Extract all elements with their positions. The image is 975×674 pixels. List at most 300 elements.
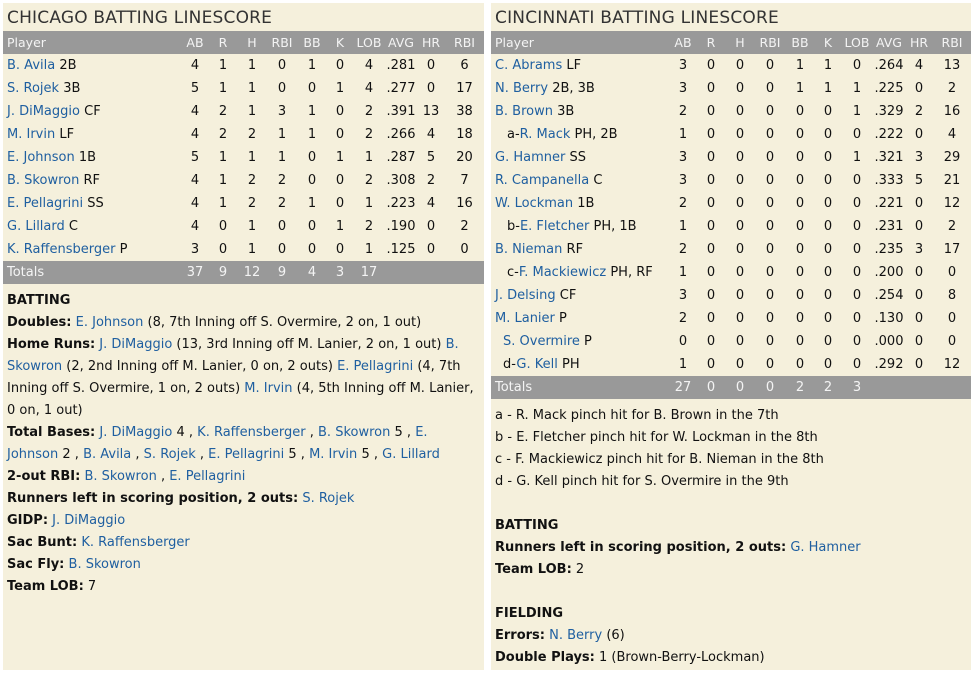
chicago-panel (3, 3, 484, 670)
stat-cell: 2 (218, 104, 228, 119)
stat-cell: 1 (218, 196, 228, 211)
table-row (3, 77, 484, 100)
player-link[interactable]: B. Brown (495, 104, 553, 119)
column-header: HR (905, 31, 933, 54)
chicago-notes (3, 284, 484, 598)
player-link[interactable]: N. Berry (495, 81, 549, 96)
table-row (491, 169, 971, 192)
position: CF (84, 104, 101, 119)
player-link[interactable]: B. Skowron (318, 425, 391, 440)
totals-cell: 9 (267, 261, 297, 284)
totals-cell: 3 (327, 261, 353, 284)
stat-cell: 1 (247, 242, 257, 257)
stat-cell: 1 (218, 81, 228, 96)
stat-cell: 1 (218, 173, 228, 188)
stat-cell: 0 (795, 242, 805, 257)
column-header: R (209, 31, 237, 54)
cincinnati-errors (495, 625, 967, 647)
stat-cell: 17 (456, 81, 473, 96)
stat-cell: 0 (307, 242, 317, 257)
table-row (3, 54, 484, 77)
player-link[interactable]: S. Rojek (143, 447, 196, 462)
stat-cell: 0 (706, 265, 716, 280)
stat-cell: .329 (874, 104, 904, 119)
stat-cell: 0 (735, 104, 745, 119)
stat-cell: 3 (678, 288, 688, 303)
play-detail: (8, 7th Inning off S. Overmire, 2 on, 1 out) (147, 315, 422, 330)
stat-cell: 0 (823, 288, 833, 303)
player-link[interactable]: G. Hamner (495, 150, 566, 165)
stat-cell: 3 (678, 173, 688, 188)
total-bases-value: 5 (361, 447, 370, 462)
stat-cell: 0 (335, 196, 345, 211)
stat-cell: 2 (678, 242, 688, 257)
sac-bunt-label: Sac Bunt: (7, 535, 78, 550)
stat-cell: 0 (277, 58, 287, 73)
chicago-gidp (7, 510, 480, 532)
stat-cell: 4 (364, 81, 374, 96)
stat-cell: 0 (795, 265, 805, 280)
stat-cell: 6 (460, 58, 469, 73)
stat-cell: 1 (247, 104, 257, 119)
table-row (491, 284, 971, 307)
play-detail: (4, 5th Inning off M. Lanier, 0 on, 1 out) (7, 381, 474, 418)
home-runs-label: Home Runs: (7, 337, 96, 352)
stat-cell: 0 (914, 265, 924, 280)
stat-cell: .277 (386, 81, 416, 96)
risp-label: Runners left in scoring position, 2 outs: (495, 540, 787, 555)
stat-cell: 0 (852, 288, 862, 303)
play-detail: (4, 7th Inning off S. Overmire, 1 on, 2 outs) (7, 359, 461, 396)
player-link[interactable]: M. Irvin (7, 127, 56, 142)
column-header: LOB (353, 31, 385, 54)
2out-rbi-label: 2-out RBI: (7, 469, 81, 484)
totals-cell: 2 (785, 376, 815, 399)
column-header: Player (491, 31, 669, 54)
stat-cell: 0 (706, 219, 716, 234)
chicago-team-lob (7, 576, 480, 598)
totals-cell: 17 (353, 261, 385, 284)
stat-cell: 0 (852, 357, 862, 372)
totals-cell: 2 (815, 376, 841, 399)
player-cell (3, 77, 181, 100)
team-lob-label: Team LOB: (7, 579, 84, 594)
total-bases-value: 2 (62, 447, 71, 462)
chicago-2out-rbi: 2-out RBI: B. Skowron , E. Pellagrini (7, 469, 246, 484)
stat-cell: 0 (765, 104, 775, 119)
stat-cell: .235 (874, 242, 904, 257)
player-cell (491, 238, 669, 261)
stat-cell: .281 (386, 58, 416, 73)
column-header: K (327, 31, 353, 54)
stat-cell: 0 (852, 242, 862, 257)
stat-cell: 0 (735, 242, 745, 257)
player-cell (3, 54, 181, 77)
stat-cell: 0 (706, 173, 716, 188)
stat-cell: 1 (823, 58, 833, 73)
column-header: AB (181, 31, 209, 54)
player-link[interactable]: B. Skowron (7, 173, 80, 188)
stat-cell: 3 (914, 242, 924, 257)
chicago-home-runs (7, 334, 480, 422)
stat-cell: .225 (874, 81, 904, 96)
position: P (584, 334, 592, 349)
player-link[interactable]: R. Campanella (495, 173, 590, 188)
player-link[interactable]: E. Johnson (75, 315, 144, 330)
stat-cell: 1 (795, 81, 805, 96)
position: 2B, 3B (552, 81, 595, 96)
stat-cell: 8 (947, 288, 957, 303)
totals-row (3, 261, 484, 284)
sub-prefix: c- (507, 265, 519, 280)
stat-cell: 3 (914, 150, 924, 165)
player-link[interactable]: E. Fletcher (519, 219, 590, 234)
stat-cell: 0 (735, 150, 745, 165)
stat-cell: 0 (765, 81, 775, 96)
stat-cell: 0 (795, 219, 805, 234)
table-row (491, 192, 971, 215)
position: 3B (557, 104, 575, 119)
stat-cell: 4 (190, 196, 200, 211)
stat-cell: 0 (706, 196, 716, 211)
stat-cell: 1 (307, 196, 317, 211)
column-header: Player (3, 31, 181, 54)
player-link[interactable]: G. Kell (516, 357, 558, 372)
player-cell (491, 146, 669, 169)
stat-cell: 2 (277, 173, 287, 188)
stat-cell: 0 (735, 173, 745, 188)
stat-cell: 1 (678, 357, 688, 372)
stat-cell: 2 (247, 127, 257, 142)
stat-cell: 2 (947, 81, 957, 96)
stat-cell: 0 (426, 58, 436, 73)
player-link[interactable]: S. Rojek (7, 81, 60, 96)
stat-cell: 29 (943, 150, 961, 165)
stat-cell: 2 (426, 173, 436, 188)
position: C (593, 173, 603, 188)
fielding-header: FIELDING (495, 606, 564, 621)
stat-cell: 0 (426, 81, 436, 96)
player-link[interactable]: J. Delsing (495, 288, 556, 303)
player-link[interactable]: B. Skowron (7, 337, 459, 374)
column-header: AVG (873, 31, 905, 54)
stat-cell: 4 (190, 173, 200, 188)
position: P (119, 242, 128, 257)
stat-cell: 0 (765, 127, 775, 142)
stat-cell: 0 (823, 219, 833, 234)
stat-cell: 3 (678, 150, 688, 165)
team-lob-value: 7 (87, 579, 97, 594)
stat-cell: 0 (914, 311, 924, 326)
column-header: RBI (267, 31, 297, 54)
stat-cell: 7 (460, 173, 469, 188)
column-header: AB (669, 31, 697, 54)
table-row (491, 146, 971, 169)
team-lob-value: 2 (575, 562, 585, 577)
stat-cell: 0 (823, 150, 833, 165)
player-link[interactable]: M. Irvin (244, 381, 293, 396)
stat-cell: 4 (190, 219, 200, 234)
player-link[interactable]: J. DiMaggio (99, 337, 173, 352)
stat-cell: 16 (456, 196, 473, 211)
player-link[interactable]: S. Overmire (503, 334, 580, 349)
gidp-label: GIDP: (7, 513, 49, 528)
stat-cell: 0 (823, 242, 833, 257)
player-link[interactable]: B. Skowron (68, 557, 141, 572)
player-link[interactable]: J. DiMaggio (7, 104, 80, 119)
stat-cell: 1 (678, 219, 688, 234)
stat-cell: .308 (386, 173, 416, 188)
position: PH, RF (610, 265, 653, 280)
stat-cell: 4 (426, 196, 436, 211)
player-link[interactable]: G. Lillard (7, 219, 65, 234)
double-plays-value: 1 (Brown-Berry-Lockman) (599, 650, 765, 665)
stat-cell: .264 (874, 58, 904, 73)
table-row (491, 54, 971, 77)
player-link[interactable]: R. Mack (519, 127, 571, 142)
sub-prefix: a- (507, 127, 520, 142)
totals-cell: 0 (697, 376, 725, 399)
player-cell (491, 169, 669, 192)
player-link[interactable]: E. Johnson (7, 150, 75, 165)
player-link[interactable]: S. Rojek (302, 491, 355, 506)
player-link[interactable]: M. Irvin (309, 447, 358, 462)
position: SS (569, 150, 586, 165)
stat-cell: 0 (795, 288, 805, 303)
column-header: BB (297, 31, 327, 54)
stat-cell: 0 (852, 219, 862, 234)
stat-cell: 1 (247, 58, 257, 73)
stat-cell: 0 (706, 357, 716, 372)
player-link[interactable]: B. Nieman (495, 242, 563, 257)
stat-cell: 1 (795, 58, 805, 73)
stat-cell: 0 (765, 357, 775, 372)
stat-cell: 1 (364, 242, 374, 257)
stat-cell: 2 (218, 127, 228, 142)
stat-cell: 2 (678, 104, 688, 119)
stat-cell: 0 (914, 196, 924, 211)
stat-cell: 0 (852, 196, 862, 211)
stat-cell: 0 (852, 173, 862, 188)
stat-cell: 0 (735, 196, 745, 211)
stat-cell: 4 (426, 127, 436, 142)
stat-cell: 0 (335, 104, 345, 119)
stat-cell: 5 (190, 150, 200, 165)
footnote: b - E. Fletcher pinch hit for W. Lockman in the 8th (495, 430, 818, 445)
player-cell (3, 146, 181, 169)
footnote: d - G. Kell pinch hit for S. Overmire in the 9th (495, 474, 789, 489)
stat-cell: 0 (735, 265, 745, 280)
player-link[interactable]: G. Lillard (382, 447, 440, 462)
stat-cell: 0 (765, 196, 775, 211)
position: PH, 2B (574, 127, 618, 142)
cincinnati-table-header (491, 31, 971, 54)
stat-cell: .222 (874, 127, 904, 142)
player-link[interactable]: M. Lanier (495, 311, 555, 326)
player-link[interactable]: K. Raffensberger (197, 425, 306, 440)
stat-cell: 12 (943, 357, 961, 372)
stat-cell: 0 (795, 357, 805, 372)
stat-cell: 0 (460, 242, 469, 257)
stat-cell: 0 (795, 127, 805, 142)
stat-cell: 0 (823, 104, 833, 119)
column-header: AVG (385, 31, 417, 54)
stat-cell: 4 (947, 127, 957, 142)
player-link[interactable]: E. Pellagrini (337, 359, 414, 374)
stat-cell: 2 (364, 219, 374, 234)
table-row (3, 146, 484, 169)
stat-cell: 0 (823, 196, 833, 211)
player-cell (3, 238, 181, 261)
stat-cell: 0 (852, 311, 862, 326)
player-link[interactable]: K. Raffensberger (81, 535, 190, 550)
stat-cell: .200 (874, 265, 904, 280)
totals-cell (417, 261, 445, 284)
stat-cell: 0 (795, 311, 805, 326)
table-row (3, 100, 484, 123)
player-link[interactable]: G. Hamner (790, 540, 861, 555)
stat-cell: 12 (943, 196, 961, 211)
table-row (491, 353, 971, 376)
player-link[interactable]: B. Avila (7, 58, 56, 73)
player-link[interactable]: F. Mackiewicz (518, 265, 607, 280)
totals-cell (873, 376, 905, 399)
player-link[interactable]: K. Raffensberger (7, 242, 116, 257)
stat-cell: 2 (678, 196, 688, 211)
player-cell (491, 192, 669, 215)
doubles-label: Doubles: (7, 315, 72, 330)
stat-cell: 0 (218, 219, 228, 234)
stat-cell: .125 (386, 242, 416, 257)
stat-cell: 0 (852, 334, 862, 349)
stat-cell: 0 (426, 219, 436, 234)
stat-cell: 0 (706, 311, 716, 326)
stat-cell: 2 (460, 219, 469, 234)
position: CF (559, 288, 577, 303)
stat-cell: 0 (914, 288, 924, 303)
stat-cell: 5 (914, 173, 924, 188)
table-row (491, 77, 971, 100)
player-cell (491, 307, 669, 330)
sac-fly-label: Sac Fly: (7, 557, 65, 572)
chicago-table-header (3, 31, 484, 54)
player-link[interactable]: B. Skowron (84, 469, 157, 484)
player-link[interactable]: N. Berry (549, 628, 603, 643)
stat-cell: 0 (735, 311, 745, 326)
totals-cell (385, 261, 417, 284)
totals-cell: 37 (181, 261, 209, 284)
chicago-sac-fly (7, 554, 480, 576)
stat-cell: 13 (943, 58, 961, 73)
stat-cell: 0 (947, 265, 957, 280)
stat-cell: 4 (190, 104, 200, 119)
table-row (3, 238, 484, 261)
stat-cell: .223 (386, 196, 416, 211)
totals-cell: 27 (669, 376, 697, 399)
stat-cell: 0 (914, 127, 924, 142)
stat-cell: 0 (765, 219, 775, 234)
stat-cell: 0 (765, 58, 775, 73)
stat-cell: 0 (735, 288, 745, 303)
column-header: LOB (841, 31, 873, 54)
stat-cell: 0 (277, 81, 287, 96)
stat-cell: 5 (190, 81, 200, 96)
player-cell (491, 100, 669, 123)
stat-cell: 0 (852, 265, 862, 280)
stat-cell: 3 (277, 104, 287, 119)
chicago-title: CHICAGO BATTING LINESCORE (7, 8, 273, 28)
double-plays-label: Double Plays: (495, 650, 595, 665)
position: RF (566, 242, 584, 257)
stat-cell: 0 (765, 311, 775, 326)
player-link[interactable]: E. Johnson (7, 425, 428, 462)
stat-cell: 0 (335, 173, 345, 188)
stat-cell: 0 (765, 242, 775, 257)
player-link[interactable]: B. Avila (83, 447, 132, 462)
stat-cell: .254 (874, 288, 904, 303)
player-link[interactable]: C. Abrams (495, 58, 563, 73)
player-link[interactable]: J. DiMaggio (52, 513, 126, 528)
column-header: RBI (933, 31, 971, 54)
player-link[interactable]: E. Pellagrini (208, 447, 285, 462)
stat-cell: 0 (765, 288, 775, 303)
stat-cell: 0 (914, 81, 924, 96)
table-row (491, 215, 971, 238)
position: SS (87, 196, 104, 211)
stat-cell: 0 (706, 127, 716, 142)
stat-cell: 1 (247, 150, 257, 165)
stat-cell: .321 (874, 150, 904, 165)
column-header: H (725, 31, 755, 54)
stat-cell: 0 (852, 127, 862, 142)
table-row (3, 192, 484, 215)
stat-cell: 0 (735, 81, 745, 96)
totals-cell: 0 (755, 376, 785, 399)
stat-cell: 4 (190, 58, 200, 73)
stat-cell: 1 (852, 150, 862, 165)
player-link[interactable]: W. Lockman (495, 196, 574, 211)
stat-cell: 0 (277, 219, 287, 234)
cincinnati-notes (491, 399, 971, 669)
player-link[interactable]: J. DiMaggio (99, 425, 173, 440)
total-bases-value: 5 (288, 447, 297, 462)
position: LF (566, 58, 582, 73)
player-link[interactable]: E. Pellagrini (7, 196, 84, 211)
stat-cell: 0 (823, 265, 833, 280)
stat-cell: 0 (735, 334, 745, 349)
stat-cell: 1 (335, 150, 345, 165)
column-header: RBI (445, 31, 484, 54)
stat-cell: 2 (364, 127, 374, 142)
stat-cell: 0 (914, 219, 924, 234)
position: 3B (63, 81, 81, 96)
stat-cell: 4 (364, 58, 374, 73)
chicago-risp (7, 488, 480, 510)
player-link[interactable]: E. Pellagrini (169, 469, 246, 484)
stat-cell: 0 (795, 196, 805, 211)
stat-cell: .221 (874, 196, 904, 211)
stat-cell: .130 (874, 311, 904, 326)
stat-cell: 0 (706, 104, 716, 119)
stat-cell: .000 (874, 334, 904, 349)
stat-cell: 0 (765, 150, 775, 165)
stat-cell: 0 (706, 334, 716, 349)
footnotes (495, 405, 967, 493)
footnote: c - F. Mackiewicz pinch hit for B. Nieman in the 8th (495, 452, 824, 467)
stat-cell: 1 (307, 58, 317, 73)
player-cell (3, 123, 181, 146)
stat-cell: 1 (218, 58, 228, 73)
